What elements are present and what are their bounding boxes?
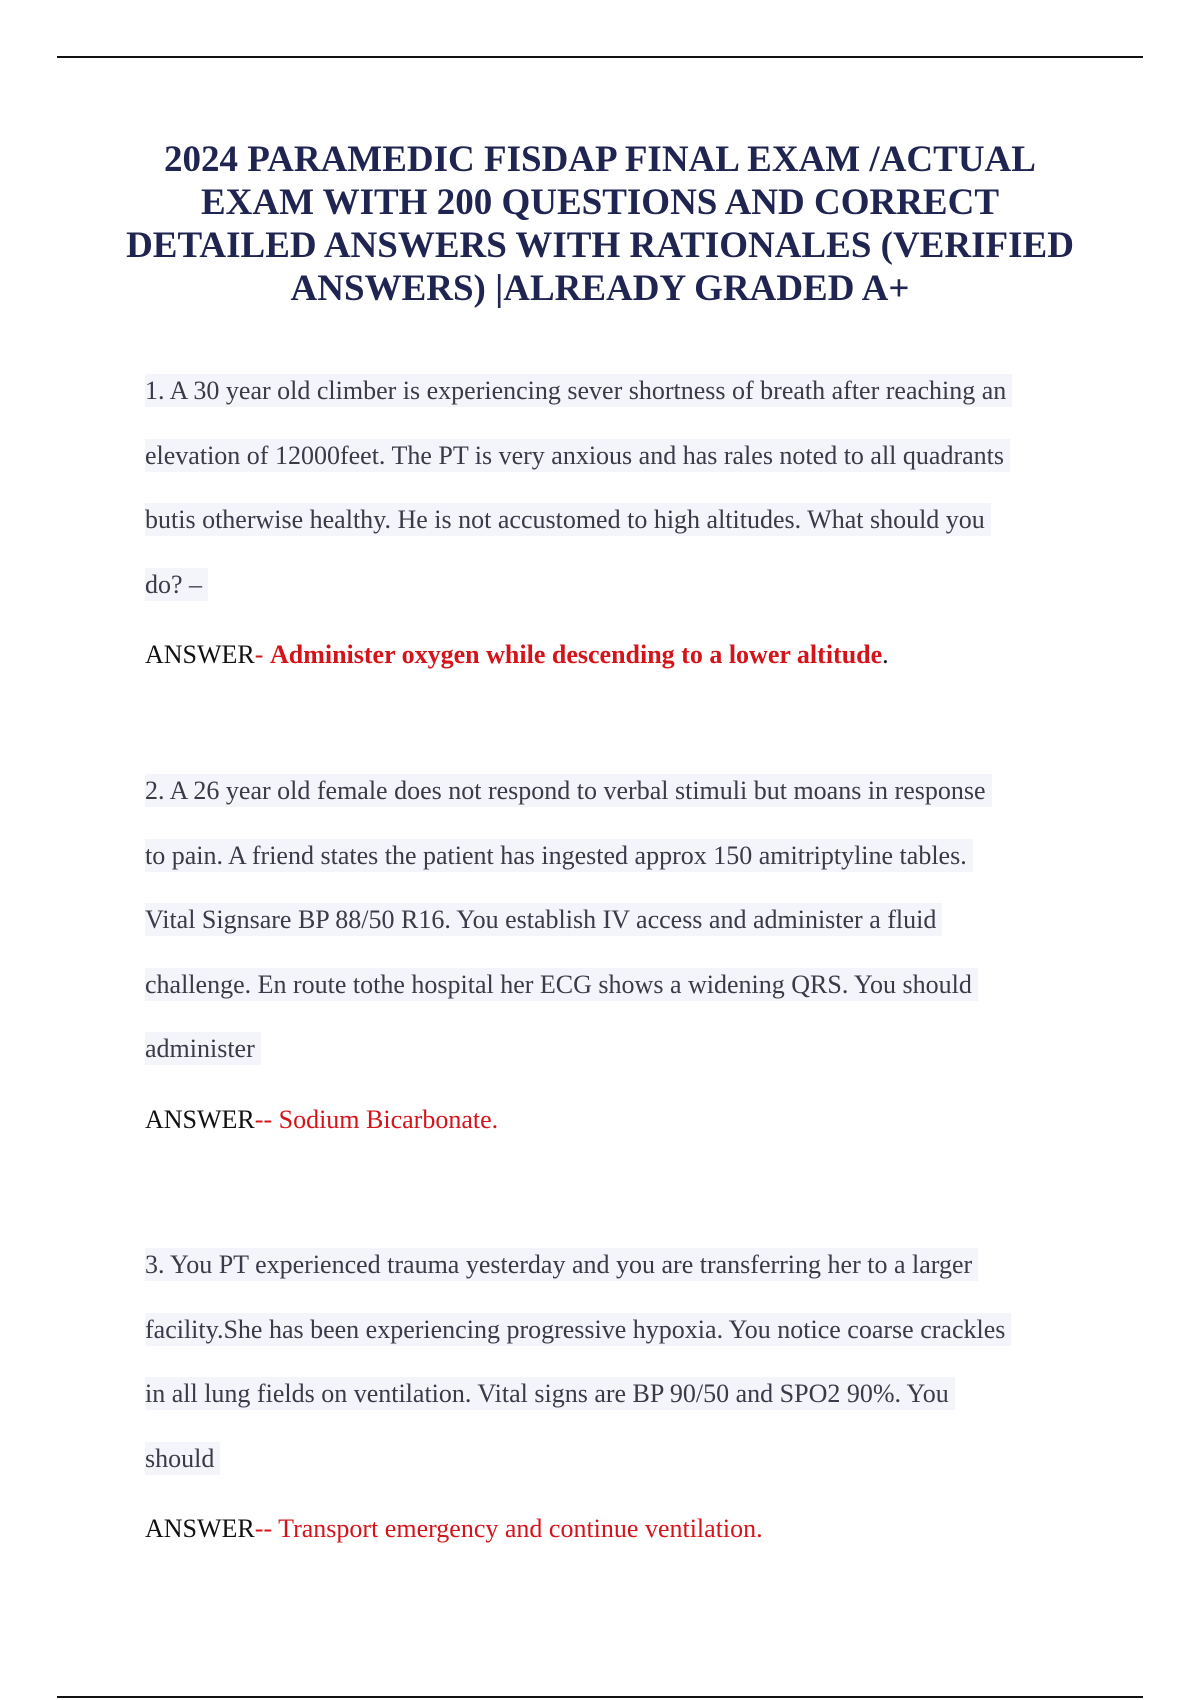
question-line: challenge. En route tothe hospital her ECG shows a widening QRS. You should bbox=[145, 967, 1095, 1032]
question-line: facility.She has been experiencing progressive hypoxia. You notice coarse crackles bbox=[145, 1312, 1095, 1377]
question-line: Vital Signsare BP 88/50 R16. You establish IV access and administer a fluid bbox=[145, 902, 1095, 967]
question-line: 2. A 26 year old female does not respond to verbal stimuli but moans in response bbox=[145, 773, 1095, 838]
question-line: do? – bbox=[145, 567, 1095, 632]
answer-dash: - bbox=[254, 640, 264, 669]
title-line: 2024 PARAMEDIC FISDAP FINAL EXAM /ACTUAL bbox=[164, 139, 1036, 180]
title-line: DETAILED ANSWERS WITH RATIONALES (VERIFIED bbox=[126, 225, 1074, 266]
answer-label: ANSWER bbox=[145, 1104, 255, 1134]
answer-tail: . bbox=[882, 640, 889, 669]
question-2 bbox=[145, 773, 1095, 1138]
answer-1 bbox=[145, 637, 1095, 673]
question-line: should bbox=[145, 1441, 1095, 1506]
question-line: administer bbox=[145, 1031, 1095, 1096]
answer-label: ANSWER bbox=[145, 640, 255, 669]
title-line: ANSWERS) |ALREADY GRADED A+ bbox=[290, 268, 910, 309]
answer-text: Transport emergency and continue ventilation. bbox=[278, 1514, 763, 1543]
answer-text: Sodium Bicarbonate. bbox=[278, 1104, 499, 1134]
bottom-rule bbox=[57, 1696, 1143, 1698]
document-title bbox=[120, 138, 1080, 310]
answer-2 bbox=[145, 1102, 1095, 1138]
question-line: 3. You PT experienced trauma yesterday and you are transferring her to a larger bbox=[145, 1247, 1095, 1312]
question-3 bbox=[145, 1247, 1095, 1547]
answer-dash: -- bbox=[254, 1514, 273, 1543]
question-line: elevation of 12000feet. The PT is very anxious and has rales noted to all quadrants bbox=[145, 438, 1095, 503]
answer-dash: -- bbox=[254, 1104, 273, 1134]
title-line: EXAM WITH 200 QUESTIONS AND CORRECT bbox=[200, 182, 1000, 223]
answer-text: Administer oxygen while descending to a lower altitude bbox=[269, 640, 883, 669]
question-line: to pain. A friend states the patient has ingested approx 150 amitriptyline tables. bbox=[145, 838, 1095, 903]
answer-label: ANSWER bbox=[145, 1514, 255, 1543]
question-1 bbox=[145, 373, 1095, 673]
top-rule bbox=[57, 56, 1143, 58]
question-line: butis otherwise healthy. He is not accustomed to high altitudes. What should you bbox=[145, 502, 1095, 567]
question-line: 1. A 30 year old climber is experiencing sever shortness of breath after reaching an bbox=[145, 373, 1095, 438]
question-line: in all lung fields on ventilation. Vital signs are BP 90/50 and SPO2 90%. You bbox=[145, 1376, 1095, 1441]
answer-3 bbox=[145, 1511, 1095, 1547]
